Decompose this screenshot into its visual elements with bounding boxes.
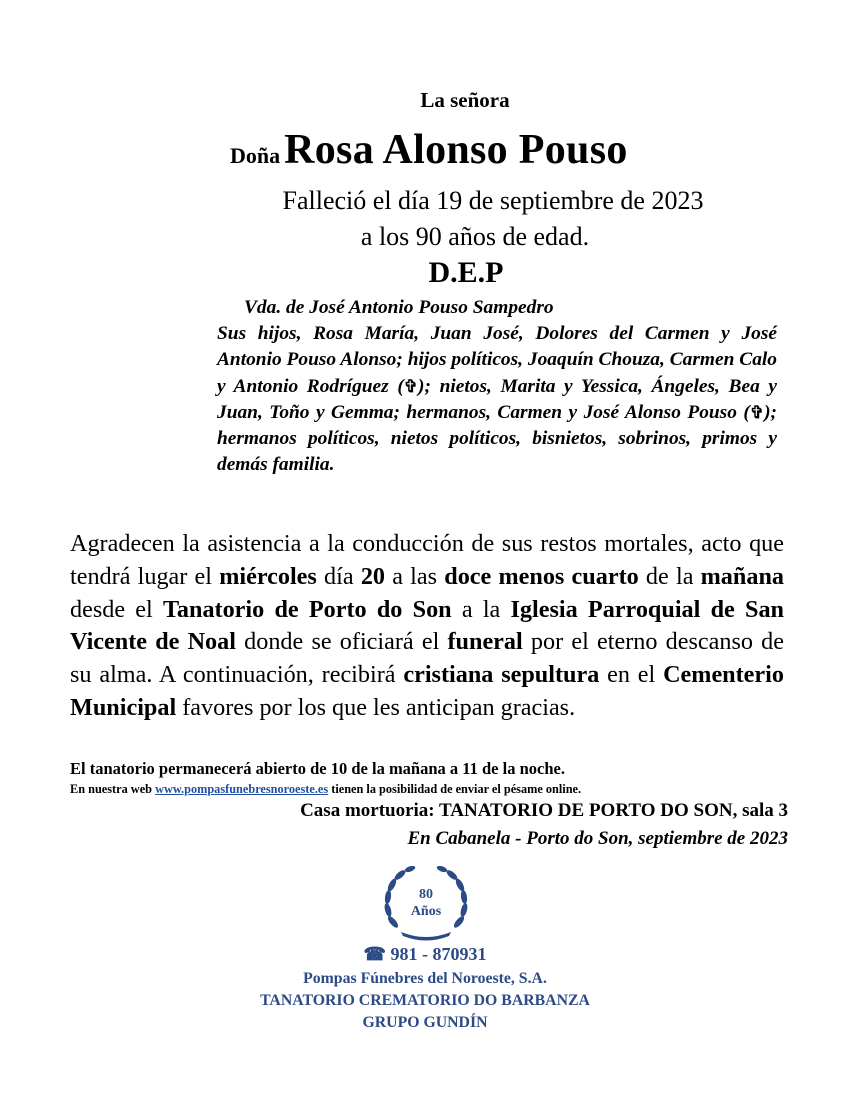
funeral-period: mañana xyxy=(700,562,784,590)
web-suffix: tienen la posibilidad de enviar el pésame online. xyxy=(328,782,582,796)
death-date: Falleció el día 19 de septiembre de 2023 xyxy=(282,186,704,215)
deceased-name-line xyxy=(230,126,628,174)
casa-mortuoria: Casa mortuoria: TANATORIO DE PORTO DO SON, sala 3 xyxy=(300,800,788,821)
phone-icon: ☎ xyxy=(363,944,386,964)
funeral-text: desde el xyxy=(70,595,163,623)
family-text xyxy=(217,321,777,478)
cross-icon: ✞ xyxy=(403,376,419,396)
phone-number: 981 - 870931 xyxy=(390,944,487,964)
logo-word: Años xyxy=(410,904,442,919)
funeral-text: Agradecen la asistencia a la conducción de sus restos mortales, acto que tendrá lugar el xyxy=(70,530,784,590)
logo-number: 80 xyxy=(419,887,433,902)
funeral-text: de la xyxy=(638,562,701,590)
company-name: Pompas Fúnebres del Noroeste, S.A. xyxy=(303,970,547,987)
honorific: La señora xyxy=(420,88,510,112)
cross-icon: ✞ xyxy=(749,402,765,422)
funeral-burial: cristiana sepultura xyxy=(403,661,600,689)
funeral-date: 20 xyxy=(360,562,386,590)
website-link[interactable]: www.pompasfunebresnoroeste.es xyxy=(155,782,329,796)
laurel-logo xyxy=(381,866,471,942)
age: a los 90 años de edad. xyxy=(360,222,590,251)
place-date: En Cabanela - Porto do Son, septiembre de 2023 xyxy=(407,828,788,849)
crematorio-name: TANATORIO CREMATORIO DO BARBANZA xyxy=(260,992,590,1009)
funeral-time: doce menos cuarto xyxy=(444,562,639,590)
funeral-text: donde se oficiará el xyxy=(235,628,448,656)
laurel-wreath-icon xyxy=(381,866,471,942)
funeral-cemetery: Cementerio Municipal xyxy=(70,661,784,721)
phone-line xyxy=(0,944,850,965)
funeral-text: a las xyxy=(385,562,445,590)
family-text-b: ); nietos, Marita y Yessica, Ángeles, Bea y Juan, Toño y Gemma; hermanos, Carmen y José Alonso Pouso ( xyxy=(217,375,777,423)
family-text-c: ); hermanos políticos, nietos políticos, bisnietos, sobrinos, primos y demás familia. xyxy=(217,401,777,476)
web-line xyxy=(70,782,790,797)
funeral-text: a la xyxy=(451,595,511,623)
funeral-paragraph xyxy=(70,528,784,725)
funeral-church: Iglesia Parroquial de San Vicente de Noal xyxy=(70,595,784,656)
funeral-day: miércoles xyxy=(219,562,317,590)
funeral-text: por el eterno descanso de su alma. A continuación, recibirá xyxy=(70,628,784,689)
deceased-name: Rosa Alonso Pouso xyxy=(284,127,628,173)
funeral-text: en el xyxy=(599,661,664,689)
funeral-origin: Tanatorio de Porto do Son xyxy=(162,595,452,623)
funeral-service: funeral xyxy=(447,628,523,656)
family-list xyxy=(217,295,777,478)
funeral-text: favores por los que les anticipan gracias. xyxy=(176,693,576,721)
web-prefix: En nuestra web xyxy=(70,782,156,796)
title-prefix: Doña xyxy=(230,143,281,168)
dep-heading: D.E.P xyxy=(428,256,504,289)
tanatorio-hours: El tanatorio permanecerá abierto de 10 de la mañana a 11 de la noche. xyxy=(70,759,565,778)
family-text-a: Sus hijos, Rosa María, Juan José, Dolores del Carmen y José Antonio Pouso Alonso; hijos políticos, Joaquín Chouza, Carmen Calo y Antonio Rodríguez ( xyxy=(217,323,777,397)
group-name: GRUPO GUNDÍN xyxy=(362,1014,488,1031)
widow-line: Vda. de José Antonio Pouso Sampedro xyxy=(244,297,554,318)
funeral-text: día xyxy=(316,562,361,590)
